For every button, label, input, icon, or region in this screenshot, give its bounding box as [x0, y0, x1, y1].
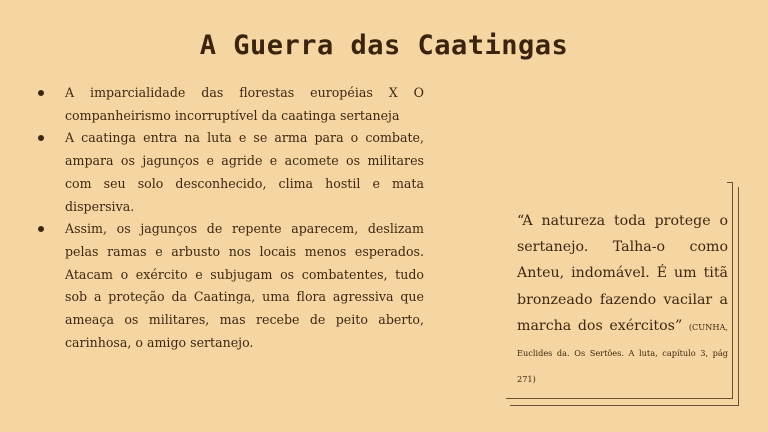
bullet-item [38, 218, 424, 354]
quote-citation: (CUNHA, Euclides da. Os Sertões. A luta, capítulo 3, pág 271) [517, 321, 728, 385]
quote-block [517, 208, 728, 391]
bullet-list [38, 82, 424, 354]
bullet-text: Assim, os jagunços de repente aparecem, deslizam pelas ramas e arbusto nos locais menos esperados. Atacam o exército e subjugam os combatentes, tudo sob a proteção da Caatinga, uma flora agressiva que ameaça os militares, mas recebe de peito aberto, carinhosa, o amigo sertanejo. [65, 221, 424, 350]
bullet-text: A imparcialidade das florestas européias X O companheirismo incorruptível da caatinga sertaneja [65, 85, 424, 123]
bullet-text: A caatinga entra na luta e se arma para o combate, ampara os jagunços e agride e acomete os militares com seu solo desconhecido, clima hostil e mata dispersiva. [65, 130, 424, 214]
bullet-item [38, 82, 424, 127]
quote-text: “A natureza toda protege o sertanejo. Talha-o como Anteu, indomável. É um titã bronzeado fazendo vacilar a marcha dos exércitos” [517, 213, 728, 334]
bullet-dot-icon [38, 226, 44, 232]
bullet-dot-icon [38, 135, 44, 141]
bullet-item [38, 127, 424, 218]
slide-title: A Guerra das Caatingas [199, 30, 569, 61]
bullet-dot-icon [38, 90, 44, 96]
